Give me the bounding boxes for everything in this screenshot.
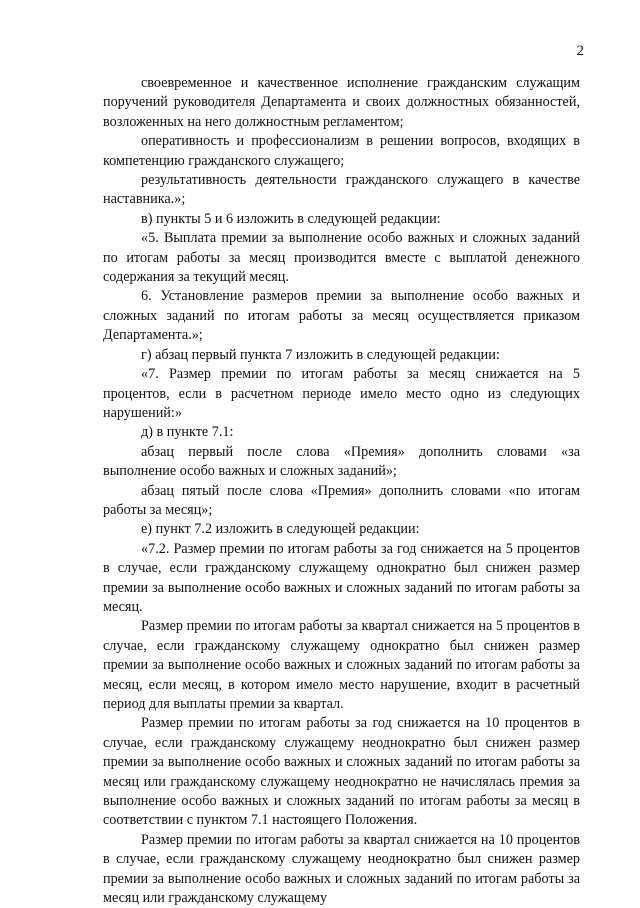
paragraph-9: д) в пункте 7.1: <box>141 424 234 441</box>
page-number: 2 <box>576 43 584 59</box>
paragraph-5: «5. Выплата премии за выполнение особо важных и сложных заданий по итогам работы за месяц производится вместе с выплатой денежного содержания за текущий месяц. <box>103 230 580 286</box>
paragraph-16: Размер премии по итогам работы за квартал снижается на 10 процентов в случае, если гражданскому служащему неоднократно был снижен размер премии за выполнение особо важных и сложных заданий по итогам работы за месяц или гражданскому служащему <box>103 831 580 907</box>
paragraph-10: абзац первый после слова «Премия» дополнить словами «за выполнение особо важных и сложных заданий»; <box>103 443 580 480</box>
paragraph-12: е) пункт 7.2 изложить в следующей редакции: <box>141 521 420 538</box>
paragraph-3: результативность деятельности гражданского служащего в качестве наставника.»; <box>103 172 580 208</box>
paragraph-11: абзац пятый после слова «Премия» дополнить словами «по итогам работы за месяц»; <box>103 482 580 518</box>
paragraph-13: «7.2. Размер премии по итогам работы за год снижается на 5 процентов в случае, если гражданскому служащему однократно был снижен размер премии за выполнение особо важных и сложных заданий по итогам работы за месяц. <box>103 540 580 615</box>
paragraph-6: 6. Установление размеров премии за выполнение особо важных и сложных заданий по итогам работы за месяц осуществляется приказом Департамента.»; <box>103 288 580 344</box>
paragraph-8: «7. Размер премии по итогам работы за месяц снижается на 5 процентов, если в расчетном периоде имело место одно из следующих нарушений:» <box>103 366 580 421</box>
paragraph-1: своевременное и качественное исполнение гражданским служащим поручений руководителя Департамента и своих должностных обязанностей, возложенных на него должностным регламентом; <box>103 75 580 130</box>
paragraph-14: Размер премии по итогам работы за квартал снижается на 5 процентов в случае, если гражданскому служащему однократно был снижен размер премии за выполнение особо важных и сложных заданий по итогам работы за месяц, если месяц, в котором имело место нарушение, входит в расчетный период для выплаты премии за квартал. <box>103 618 580 712</box>
paragraph-7: г) абзац первый пункта 7 изложить в следующей редакции: <box>141 346 500 363</box>
paragraph-2: оперативность и профессионализм в решении вопросов, входящих в компетенцию гражданского служащего; <box>103 133 580 169</box>
paragraph-15: Размер премии по итогам работы за год снижается на 10 процентов в случае, если гражданскому служащему неоднократно был снижен размер премии за выполнение особо важных и сложных заданий по итогам работы за месяц или гражданскому служащему неоднократно не начислялась премия за выполнение особо важных и сложных заданий по итогам работы за месяц в соответствии с пунктом 7.1 настоящего Положения. <box>103 715 580 829</box>
paragraph-4: в) пункты 5 и 6 изложить в следующей редакции: <box>141 210 441 227</box>
document-body <box>103 74 580 908</box>
